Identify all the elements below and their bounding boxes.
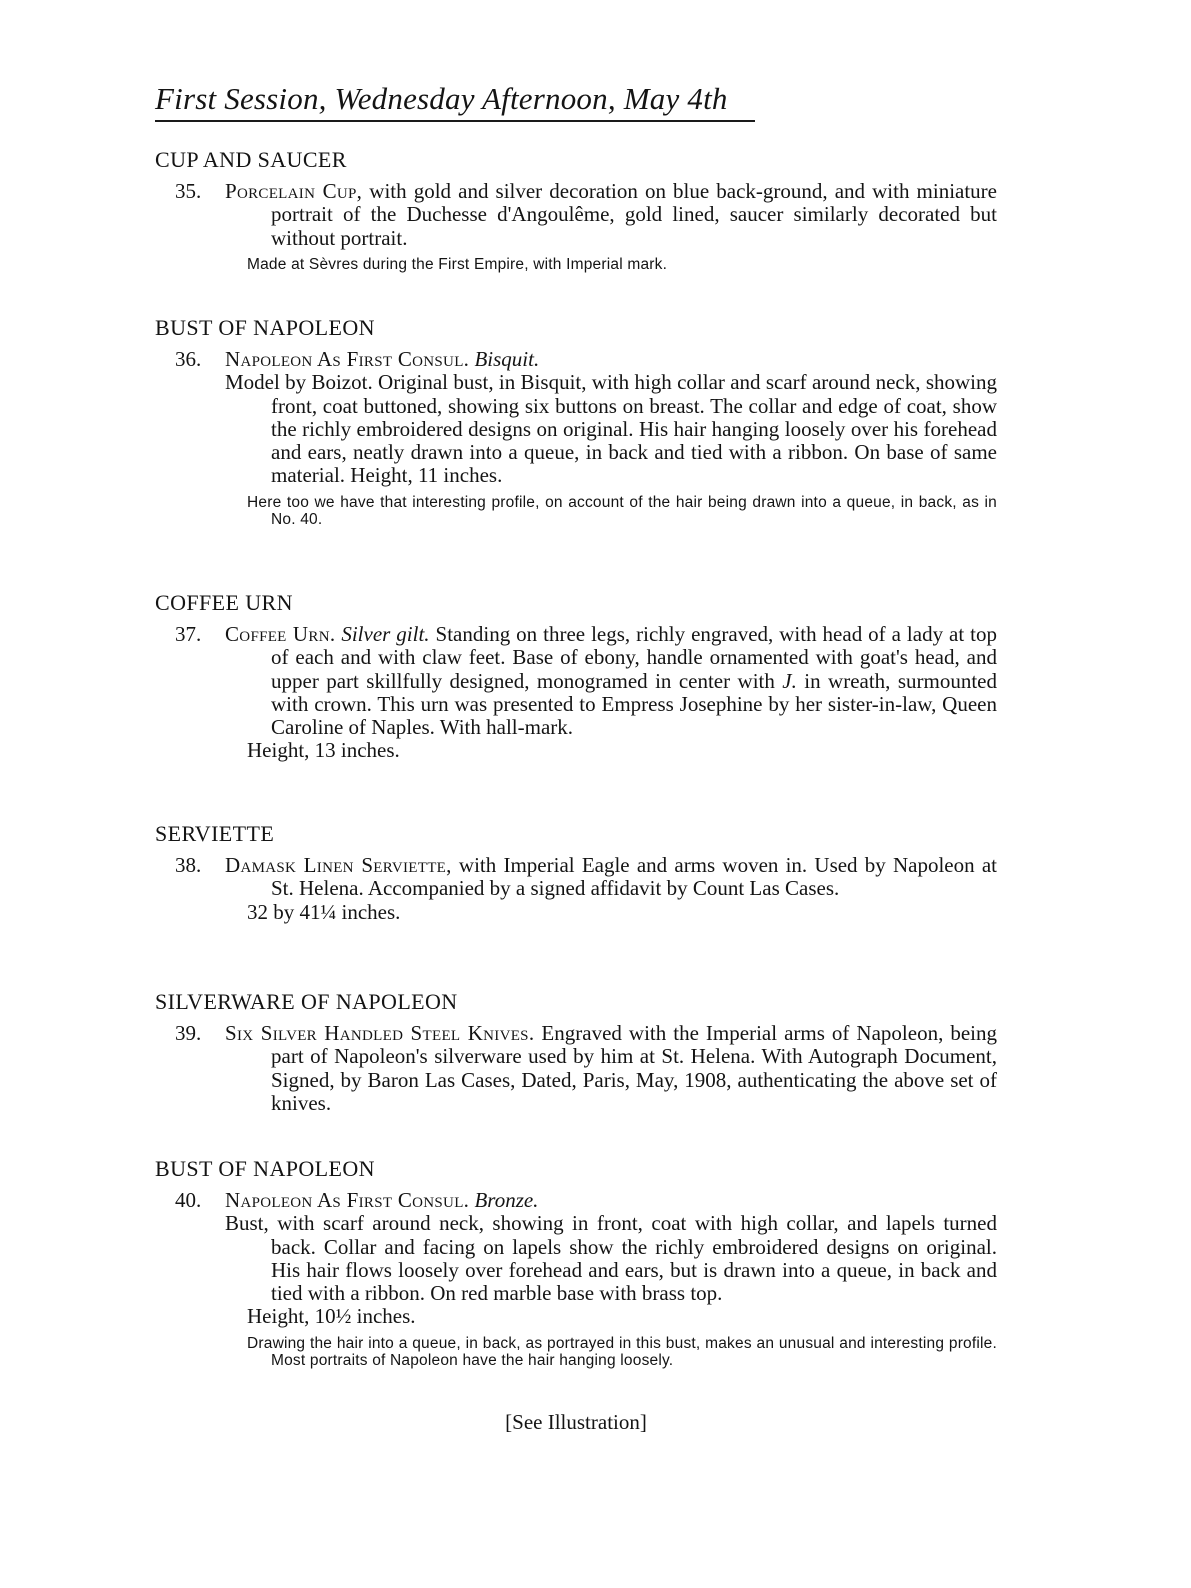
lot-note: Here too we have that interesting profile, on account of the hair being drawn into a queue, in back, as in No. 40. xyxy=(247,493,997,528)
lot-title: Six Silver Handled Steel Knives. xyxy=(225,1021,535,1045)
lot-entry xyxy=(155,1189,997,1329)
lot-number: 36. xyxy=(175,347,202,371)
lot-material: Bisquit. xyxy=(474,347,540,371)
lot-title: Porcelain Cup, xyxy=(225,179,363,203)
lot-description xyxy=(155,623,997,739)
lot-title-line xyxy=(155,348,997,371)
lot-number: 35. xyxy=(175,179,202,203)
lot-description xyxy=(155,854,997,901)
header-rule xyxy=(155,120,755,122)
lot-39 xyxy=(155,990,997,1115)
lot-number: 38. xyxy=(175,853,202,877)
lot-description: Bust, with scarf around neck, showing in front, coat with high collar, and lapels turned back. Collar and facing on lapels show the richly embroidered designs on original. His hair flows loosely over forehead and ears, but is drawn into a queue, in back and tied with a ribbon. On red marble base with brass top. xyxy=(225,1211,997,1306)
lot-title: Napoleon As First Consul. xyxy=(225,347,470,371)
section-heading: CUP AND SAUCER xyxy=(155,147,347,172)
lot-height: Height, 13 inches. xyxy=(247,738,400,763)
lot-35 xyxy=(155,148,997,273)
lot-text: with Imperial Eagle and arms woven in. Used by Napoleon at St. Helena. Accompanied by a signed affidavit by Count Las Cases. xyxy=(271,853,997,901)
lot-entry xyxy=(155,854,997,924)
lot-text: with gold and silver decoration on blue back-ground, and with miniature portrait of the Duchesse d'Angoulême, gold lined, saucer similarly decorated but without portrait. xyxy=(271,179,997,250)
lot-entry xyxy=(155,180,997,250)
section-heading: SERVIETTE xyxy=(155,821,275,846)
lot-entry xyxy=(155,348,997,488)
lot-description xyxy=(155,180,997,250)
lot-material: Bronze. xyxy=(474,1188,539,1212)
section-heading: SILVERWARE OF NAPOLEON xyxy=(155,989,458,1014)
lot-text: Engraved with the Imperial arms of Napoleon, being part of Napoleon's silverware used by him at St. Helena. With Autograph Document, Signed, by Baron Las Cases, Dated, Paris, May, 1908, authenticating the above set of knives. xyxy=(271,1021,998,1115)
lot-37 xyxy=(155,591,997,763)
lot-note: Drawing the hair into a queue, in back, as portrayed in this bust, makes an unusual and interesting profile. Most portraits of Napoleon have the hair hanging loosely. xyxy=(247,1334,997,1369)
monogram-initial: J. xyxy=(782,668,797,693)
lot-36 xyxy=(155,316,997,528)
lot-title-line xyxy=(155,1189,997,1212)
lot-38 xyxy=(155,822,997,924)
lot-size: 32 by 41¼ inches. xyxy=(247,899,401,924)
see-illustration-note: [See Illustration] xyxy=(505,1410,647,1434)
lot-note: Made at Sèvres during the First Empire, with Imperial mark. xyxy=(247,255,668,273)
lot-entry xyxy=(155,1022,997,1115)
lot-number: 39. xyxy=(175,1021,202,1045)
section-heading: BUST OF NAPOLEON xyxy=(155,315,375,340)
lot-description xyxy=(155,1022,997,1115)
lot-40 xyxy=(155,1157,997,1369)
lot-text: Standing on three legs, richly engraved, with head of a lady at top of each and with claw feet. Base of ebony, handle ornamented with goat's head, and upper part skillfully designed, monogramed in center with xyxy=(271,622,997,693)
lot-height: Height, 10½ inches. xyxy=(247,1304,416,1329)
lot-material: Silver gilt. xyxy=(341,622,430,646)
page-header: First Session, Wednesday Afternoon, May 4th xyxy=(155,81,728,116)
section-heading: COFFEE URN xyxy=(155,590,293,615)
lot-number: 40. xyxy=(175,1188,202,1212)
lot-title: Damask Linen Serviette, xyxy=(225,853,452,877)
lot-number: 37. xyxy=(175,622,202,646)
lot-title: Napoleon As First Consul. xyxy=(225,1188,470,1212)
lot-description: Model by Boizot. Original bust, in Bisquit, with high collar and scarf around neck, showing front, coat buttoned, showing six buttons on breast. The collar and edge of coat, show the richly embroidered designs on original. His hair hanging loosely over his forehead and ears, neatly drawn into a queue, in back and tied with a ribbon. On base of same material. Height, 11 inches. xyxy=(225,370,997,488)
lot-text: in wreath, surmounted with crown. This urn was presented to Empress Josephine by her sister-in-law, Queen Caroline of Naples. With hall-mark. xyxy=(271,668,998,740)
section-heading: BUST OF NAPOLEON xyxy=(155,1156,375,1181)
lot-entry xyxy=(155,623,997,763)
lot-title: Coffee Urn. xyxy=(225,622,336,646)
